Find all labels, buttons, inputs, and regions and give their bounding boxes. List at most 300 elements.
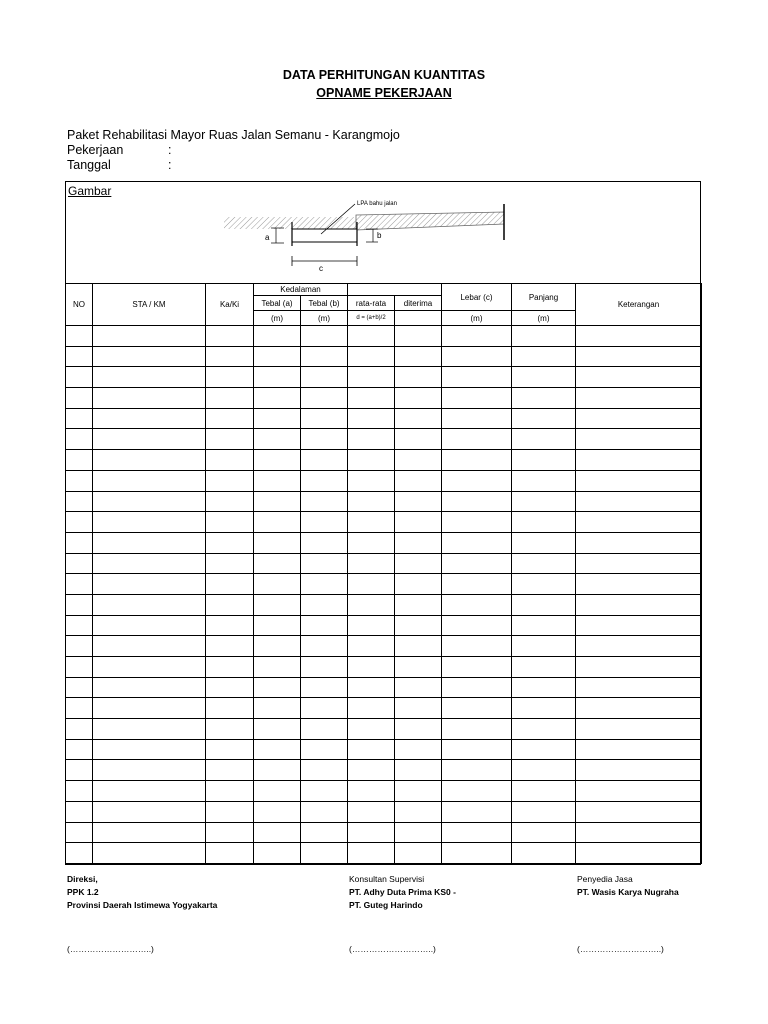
table-cell xyxy=(66,429,93,450)
table-cell xyxy=(348,532,395,553)
table-cell xyxy=(442,512,512,533)
table-cell xyxy=(348,719,395,740)
table-cell xyxy=(206,553,254,574)
table-cell xyxy=(576,636,702,657)
table-cell xyxy=(512,739,576,760)
table-cell xyxy=(93,574,206,595)
table-cell xyxy=(348,594,395,615)
table-cell xyxy=(66,388,93,409)
table-cell xyxy=(512,801,576,822)
road-cross-section-diagram xyxy=(66,182,702,283)
table-cell xyxy=(512,822,576,843)
road-layer-hatch xyxy=(224,217,356,229)
table-cell xyxy=(576,760,702,781)
table-cell xyxy=(512,698,576,719)
table-cell xyxy=(576,615,702,636)
table-cell xyxy=(301,822,348,843)
table-cell xyxy=(395,429,442,450)
table-cell xyxy=(254,615,301,636)
dim-b-label: b xyxy=(377,231,382,240)
table-cell xyxy=(66,760,93,781)
table-cell xyxy=(512,553,576,574)
signature-direksi xyxy=(67,873,217,912)
table-cell xyxy=(254,553,301,574)
table-cell xyxy=(93,781,206,802)
table-cell xyxy=(206,491,254,512)
table-cell xyxy=(395,594,442,615)
paket-text: Paket Rehabilitasi Mayor Ruas Jalan Semanu - Karangmojo xyxy=(67,128,400,142)
table-cell xyxy=(206,739,254,760)
header-panjang: Panjang xyxy=(512,284,576,311)
table-cell xyxy=(576,553,702,574)
table-cell xyxy=(254,843,301,864)
table-cell xyxy=(512,843,576,864)
table-cell xyxy=(301,843,348,864)
table-cell xyxy=(206,408,254,429)
table-cell xyxy=(93,615,206,636)
penyedia-role: Penyedia Jasa xyxy=(577,874,633,884)
table-cell xyxy=(206,760,254,781)
table-cell xyxy=(348,801,395,822)
table-cell xyxy=(348,346,395,367)
table-cell xyxy=(301,532,348,553)
table-cell xyxy=(301,719,348,740)
table-cell xyxy=(254,408,301,429)
table-cell xyxy=(93,657,206,678)
table-cell xyxy=(66,677,93,698)
table-row xyxy=(66,429,702,450)
signature-blank-direksi: (………………………..) xyxy=(67,944,154,954)
table-cell xyxy=(395,367,442,388)
table-cell xyxy=(442,760,512,781)
table-cell xyxy=(576,326,702,347)
table-cell xyxy=(442,739,512,760)
table-cell xyxy=(395,822,442,843)
direksi-role: Direksi, xyxy=(67,874,98,884)
table-cell xyxy=(301,450,348,471)
table-cell xyxy=(348,450,395,471)
unit-panjang: (m) xyxy=(512,311,576,326)
table-cell xyxy=(395,657,442,678)
table-cell xyxy=(442,346,512,367)
table-cell xyxy=(395,491,442,512)
table-cell xyxy=(576,657,702,678)
table-cell xyxy=(206,470,254,491)
unit-lebar: (m) xyxy=(442,311,512,326)
table-row xyxy=(66,781,702,802)
table-cell xyxy=(93,367,206,388)
table-cell xyxy=(442,367,512,388)
signature-penyedia xyxy=(577,873,679,899)
table-cell xyxy=(442,388,512,409)
table-cell xyxy=(442,429,512,450)
table-cell xyxy=(576,781,702,802)
table-cell xyxy=(66,512,93,533)
table-cell xyxy=(442,781,512,802)
table-row xyxy=(66,739,702,760)
table-cell xyxy=(301,367,348,388)
table-cell xyxy=(301,470,348,491)
table-cell xyxy=(254,512,301,533)
table-cell xyxy=(442,698,512,719)
table-cell xyxy=(93,739,206,760)
table-cell xyxy=(348,843,395,864)
document-title: DATA PERHITUNGAN KUANTITAS xyxy=(282,68,486,82)
table-row xyxy=(66,408,702,429)
table-cell xyxy=(301,346,348,367)
table-cell xyxy=(206,698,254,719)
table-cell xyxy=(348,553,395,574)
table-cell xyxy=(93,553,206,574)
table-cell xyxy=(395,739,442,760)
table-cell xyxy=(395,553,442,574)
table-row xyxy=(66,326,702,347)
table-cell xyxy=(254,367,301,388)
table-cell xyxy=(576,843,702,864)
table-row xyxy=(66,532,702,553)
table-cell xyxy=(395,512,442,533)
table-cell xyxy=(348,326,395,347)
table-cell xyxy=(301,574,348,595)
table-cell xyxy=(254,636,301,657)
table-cell xyxy=(93,822,206,843)
table-cell xyxy=(301,594,348,615)
table-row xyxy=(66,801,702,822)
table-cell xyxy=(93,346,206,367)
table-cell xyxy=(576,801,702,822)
table-row xyxy=(66,822,702,843)
table-cell xyxy=(512,346,576,367)
table-cell xyxy=(512,388,576,409)
table-cell xyxy=(206,781,254,802)
table-cell xyxy=(93,450,206,471)
table-cell xyxy=(206,594,254,615)
table-cell xyxy=(66,367,93,388)
unit-a: (m) xyxy=(254,311,301,326)
table-cell xyxy=(93,388,206,409)
header-no: NO xyxy=(66,284,93,326)
table-cell xyxy=(301,512,348,533)
table-row xyxy=(66,346,702,367)
table-cell xyxy=(395,677,442,698)
table-cell xyxy=(395,698,442,719)
table-cell xyxy=(348,636,395,657)
dim-a-label: a xyxy=(265,233,270,242)
table-cell xyxy=(206,615,254,636)
table-cell xyxy=(301,801,348,822)
table-cell xyxy=(395,346,442,367)
table-cell xyxy=(576,367,702,388)
table-cell xyxy=(206,450,254,471)
table-cell xyxy=(93,326,206,347)
table-cell xyxy=(576,512,702,533)
table-cell xyxy=(395,326,442,347)
table-row xyxy=(66,512,702,533)
table-cell xyxy=(576,532,702,553)
table-cell xyxy=(512,532,576,553)
table-cell xyxy=(93,470,206,491)
document-subtitle: OPNAME PEKERJAAN xyxy=(316,86,452,100)
table-cell xyxy=(66,657,93,678)
table-cell xyxy=(254,739,301,760)
table-cell xyxy=(254,450,301,471)
table-cell xyxy=(512,512,576,533)
table-cell xyxy=(254,801,301,822)
gambar-label: Gambar xyxy=(68,184,112,198)
table-row xyxy=(66,843,702,864)
table-cell xyxy=(254,781,301,802)
table-cell xyxy=(66,574,93,595)
tanggal-colon: : xyxy=(168,158,172,172)
table-cell xyxy=(512,408,576,429)
table-cell xyxy=(206,512,254,533)
table-cell xyxy=(512,574,576,595)
table-cell xyxy=(348,408,395,429)
table-cell xyxy=(254,532,301,553)
signature-blank-penyedia: (………………………..) xyxy=(577,944,664,954)
table-cell xyxy=(395,719,442,740)
table-cell xyxy=(66,553,93,574)
table-cell xyxy=(206,677,254,698)
konsultan-role: Konsultan Supervisi xyxy=(349,874,425,884)
table-cell xyxy=(512,781,576,802)
table-cell xyxy=(395,532,442,553)
table-row xyxy=(66,677,702,698)
table-cell xyxy=(512,450,576,471)
table-cell xyxy=(442,822,512,843)
table-cell xyxy=(442,615,512,636)
table-cell xyxy=(512,657,576,678)
table-cell xyxy=(66,326,93,347)
table-cell xyxy=(206,574,254,595)
header-keterangan: Keterangan xyxy=(576,284,702,326)
table-cell xyxy=(576,408,702,429)
table-cell xyxy=(301,326,348,347)
unit-b: (m) xyxy=(301,311,348,326)
table-cell xyxy=(395,408,442,429)
table-cell xyxy=(301,698,348,719)
table-row xyxy=(66,636,702,657)
table-cell xyxy=(93,760,206,781)
table-cell xyxy=(66,822,93,843)
table-cell xyxy=(442,450,512,471)
table-cell xyxy=(206,429,254,450)
table-cell xyxy=(93,677,206,698)
table-cell xyxy=(93,512,206,533)
pekerjaan-colon: : xyxy=(168,143,172,157)
quantity-table xyxy=(65,283,702,864)
table-cell xyxy=(206,346,254,367)
table-row xyxy=(66,388,702,409)
table-cell xyxy=(66,408,93,429)
table-cell xyxy=(66,594,93,615)
table-cell xyxy=(301,781,348,802)
table-cell xyxy=(254,822,301,843)
table-cell xyxy=(66,346,93,367)
table-cell xyxy=(348,739,395,760)
header-sta: STA / KM xyxy=(93,284,206,326)
table-cell xyxy=(301,429,348,450)
table-cell xyxy=(66,470,93,491)
table-cell xyxy=(576,698,702,719)
table-cell xyxy=(442,574,512,595)
table-cell xyxy=(206,326,254,347)
table-cell xyxy=(442,553,512,574)
table-cell xyxy=(442,843,512,864)
table-cell xyxy=(301,491,348,512)
table-cell xyxy=(348,388,395,409)
table-cell xyxy=(301,739,348,760)
table-cell xyxy=(93,429,206,450)
table-cell xyxy=(395,450,442,471)
table-cell xyxy=(254,388,301,409)
table-cell xyxy=(301,408,348,429)
table-cell xyxy=(348,781,395,802)
header-kedalaman: Kedalaman xyxy=(254,284,348,296)
direksi-line2: Provinsi Daerah Istimewa Yogyakarta xyxy=(67,900,218,910)
table-cell xyxy=(576,677,702,698)
table-cell xyxy=(512,615,576,636)
table-cell xyxy=(93,843,206,864)
table-cell xyxy=(206,801,254,822)
table-cell xyxy=(254,698,301,719)
table-cell xyxy=(348,491,395,512)
tanggal-label: Tanggal xyxy=(67,158,111,172)
table-row xyxy=(66,615,702,636)
table-cell xyxy=(395,843,442,864)
table-cell xyxy=(512,367,576,388)
table-cell xyxy=(348,367,395,388)
table-cell xyxy=(93,408,206,429)
table-cell xyxy=(254,346,301,367)
table-cell xyxy=(512,760,576,781)
table-cell xyxy=(348,615,395,636)
table-cell xyxy=(66,450,93,471)
table-cell xyxy=(512,491,576,512)
konsultan-line1: PT. Adhy Duta Prima KS0 - xyxy=(349,887,456,897)
table-cell xyxy=(93,532,206,553)
table-cell xyxy=(301,657,348,678)
table-cell xyxy=(66,698,93,719)
table-cell xyxy=(395,781,442,802)
header-lebar: Lebar (c) xyxy=(442,284,512,311)
table-row xyxy=(66,594,702,615)
konsultan-line2: PT. Guteg Harindo xyxy=(349,900,423,910)
table-cell xyxy=(301,636,348,657)
table-cell xyxy=(576,574,702,595)
table-cell xyxy=(395,470,442,491)
table-cell xyxy=(93,594,206,615)
table-row xyxy=(66,553,702,574)
table-cell xyxy=(66,615,93,636)
table-cell xyxy=(254,719,301,740)
table-cell xyxy=(254,429,301,450)
table-cell xyxy=(301,553,348,574)
header-kedalaman-blank xyxy=(348,284,442,296)
table-cell xyxy=(395,801,442,822)
table-cell xyxy=(442,719,512,740)
table-cell xyxy=(254,470,301,491)
pekerjaan-label: Pekerjaan xyxy=(67,143,124,157)
table-cell xyxy=(206,719,254,740)
table-cell xyxy=(93,698,206,719)
table-cell xyxy=(576,739,702,760)
table-cell xyxy=(576,470,702,491)
table-cell xyxy=(395,574,442,595)
table-cell xyxy=(348,698,395,719)
table-cell xyxy=(442,657,512,678)
header-kaki: Ka/Ki xyxy=(206,284,254,326)
table-cell xyxy=(395,636,442,657)
table-cell xyxy=(254,491,301,512)
table-cell xyxy=(348,657,395,678)
formula-d: d = (a+b)/2 xyxy=(348,311,395,326)
table-cell xyxy=(576,388,702,409)
table-cell xyxy=(66,636,93,657)
table-cell xyxy=(66,532,93,553)
table-cell xyxy=(254,326,301,347)
table-cell xyxy=(254,574,301,595)
table-row xyxy=(66,574,702,595)
table-cell xyxy=(66,491,93,512)
table-cell xyxy=(576,346,702,367)
table-cell xyxy=(348,677,395,698)
table-cell xyxy=(93,636,206,657)
dim-c-label: c xyxy=(319,264,323,273)
table-cell xyxy=(206,657,254,678)
signature-blank-konsultan: (………………………..) xyxy=(349,944,436,954)
header-diterima: diterima xyxy=(395,296,442,311)
table-cell xyxy=(206,367,254,388)
table-cell xyxy=(395,760,442,781)
table-row xyxy=(66,760,702,781)
table-cell xyxy=(512,636,576,657)
table-cell xyxy=(206,822,254,843)
table-cell xyxy=(254,657,301,678)
table-cell xyxy=(206,843,254,864)
table-cell xyxy=(442,677,512,698)
table-cell xyxy=(576,491,702,512)
header-rata: rata-rata xyxy=(348,296,395,311)
table-cell xyxy=(395,388,442,409)
table-cell xyxy=(576,594,702,615)
table-cell xyxy=(66,843,93,864)
table-row xyxy=(66,491,702,512)
table-cell xyxy=(512,429,576,450)
table-cell xyxy=(442,326,512,347)
table-cell xyxy=(442,636,512,657)
table-cell xyxy=(348,512,395,533)
table-cell xyxy=(206,532,254,553)
table-cell xyxy=(512,594,576,615)
unit-diterima-blank xyxy=(395,311,442,326)
table-cell xyxy=(442,470,512,491)
table-cell xyxy=(66,739,93,760)
table-cell xyxy=(66,781,93,802)
table-cell xyxy=(442,408,512,429)
table-row xyxy=(66,367,702,388)
shoulder-lpa xyxy=(356,212,504,230)
table-cell xyxy=(576,450,702,471)
table-cell xyxy=(512,470,576,491)
callout-text: LPA bahu jalan xyxy=(357,201,397,207)
table-cell xyxy=(442,594,512,615)
table-cell xyxy=(348,429,395,450)
table-row xyxy=(66,450,702,471)
table-cell xyxy=(348,470,395,491)
table-cell xyxy=(512,677,576,698)
table-cell xyxy=(301,760,348,781)
